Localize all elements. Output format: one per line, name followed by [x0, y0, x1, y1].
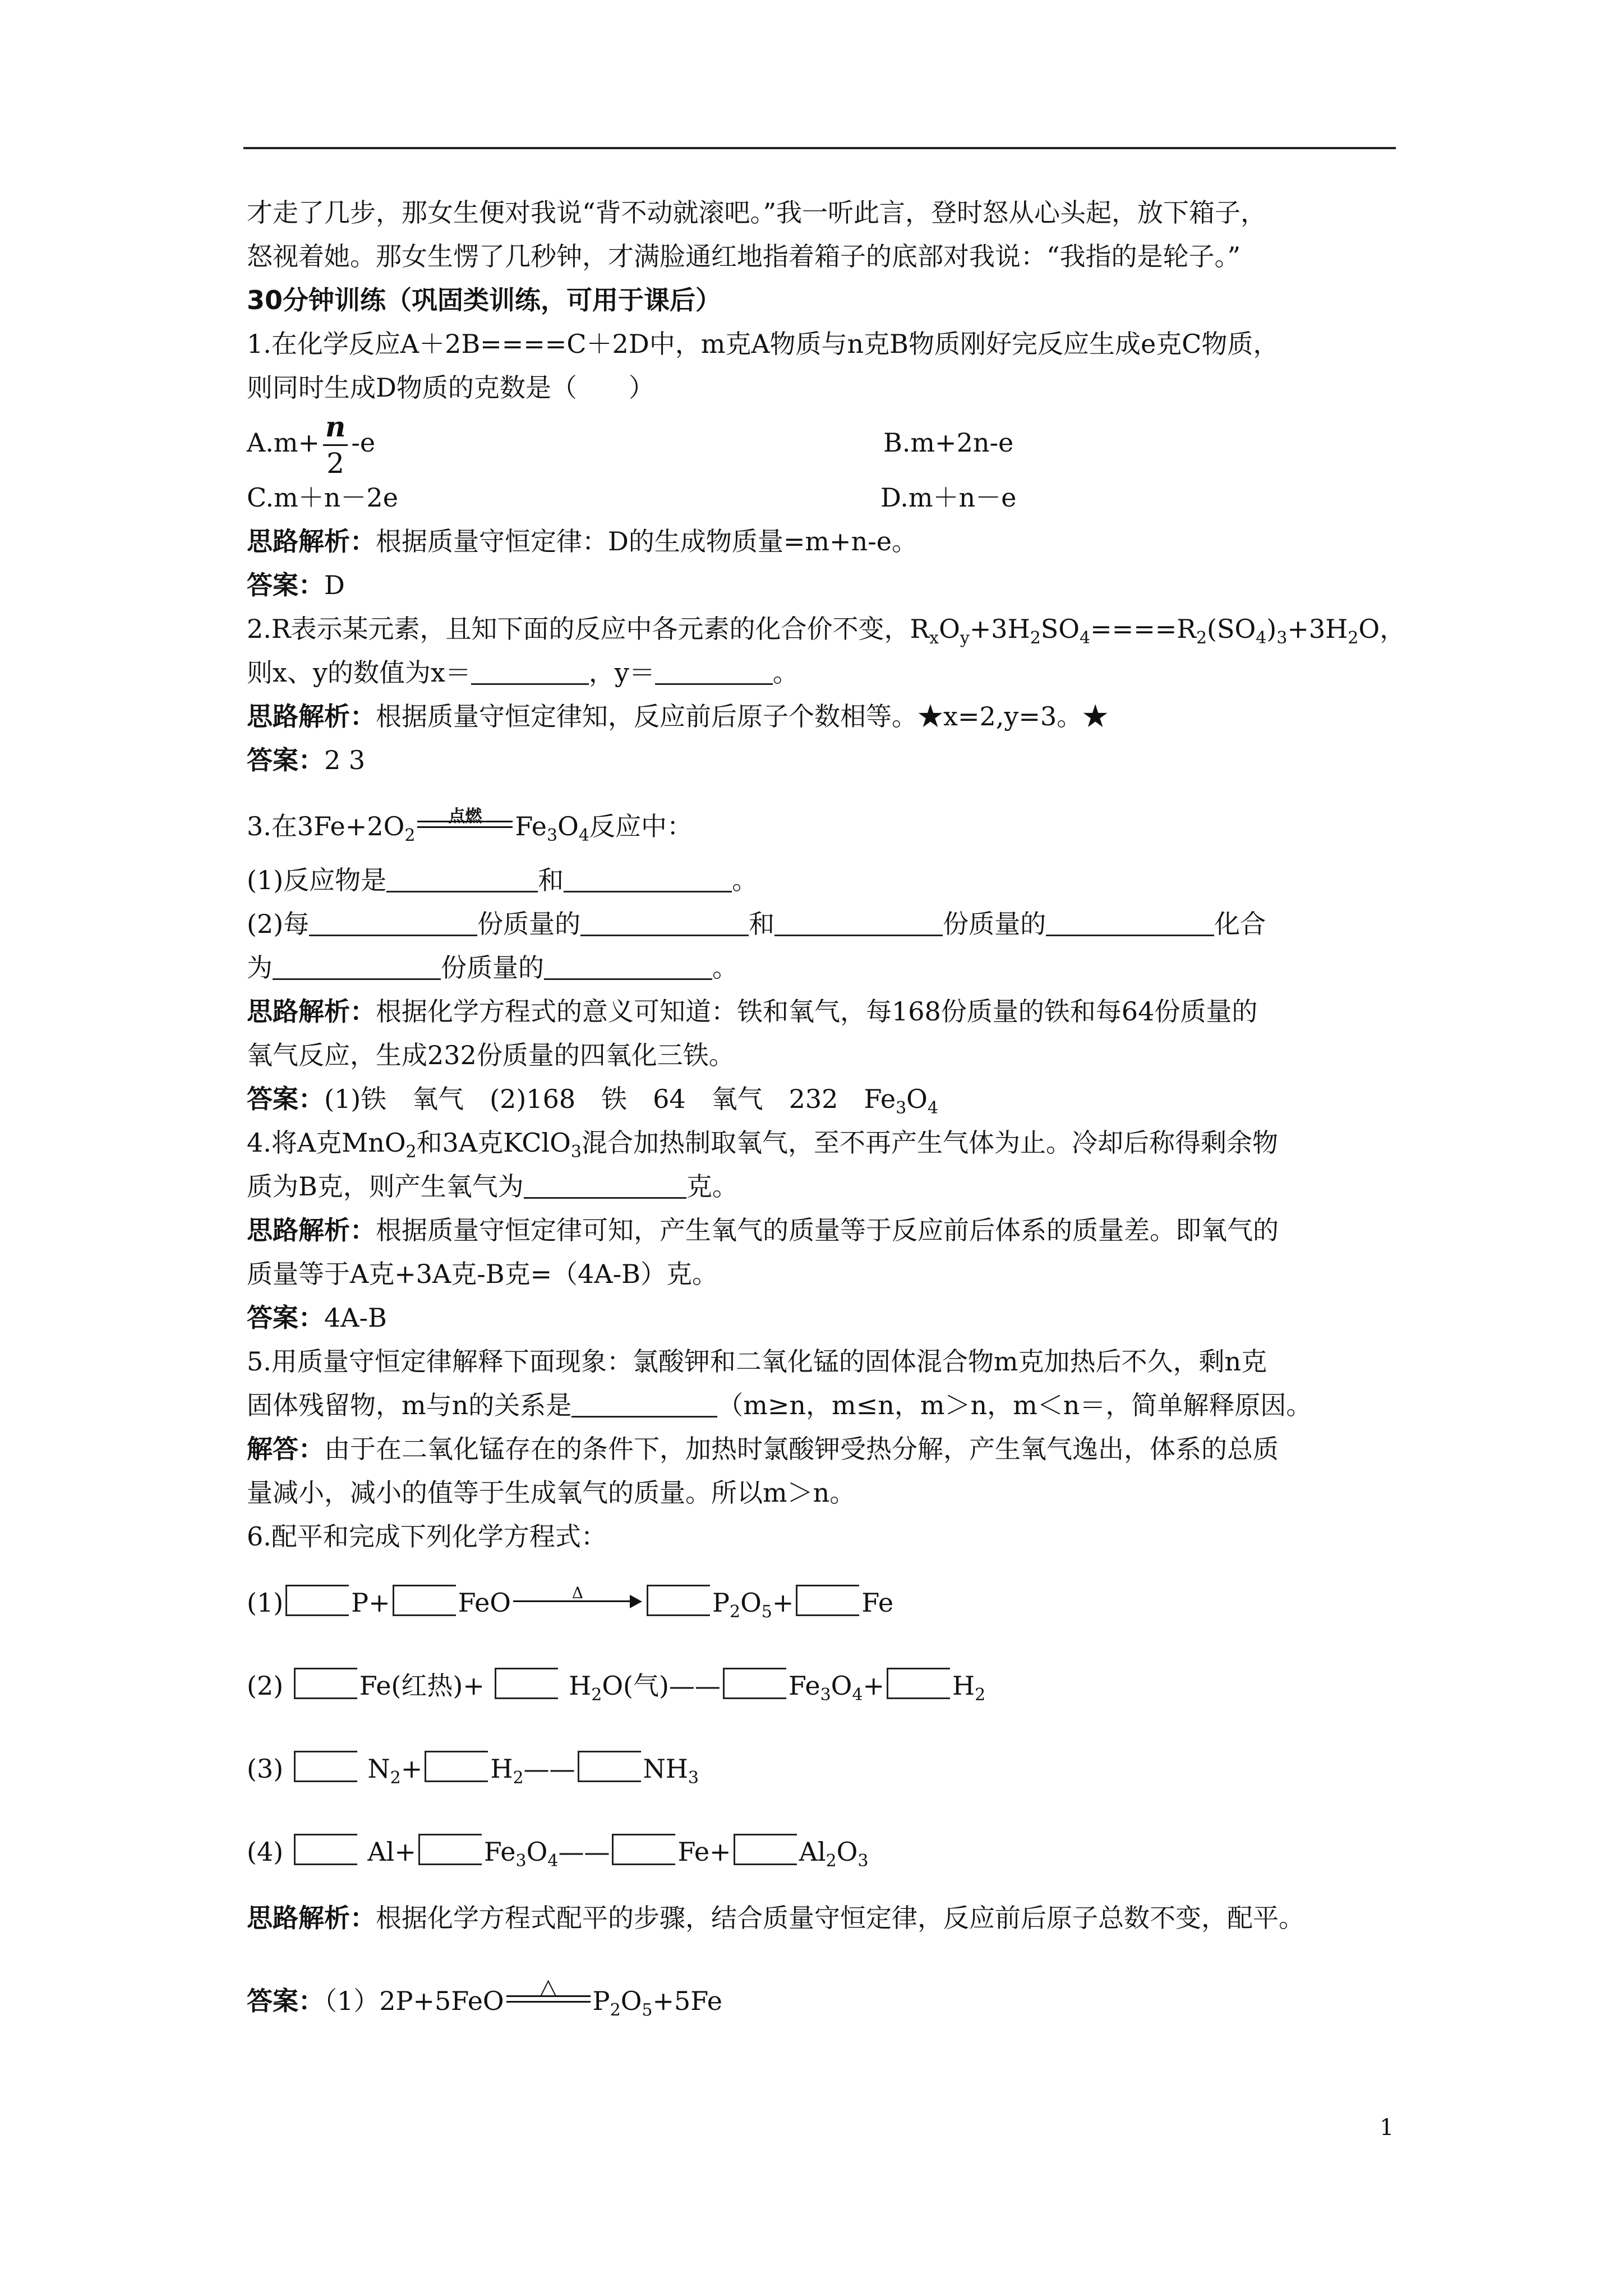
heat-condition-sign: △	[506, 1989, 591, 2011]
q2-line-1: 2.R表示某元素，且知下面的反应中各元素的化合价不变，$R_xO_y+3H_2SO_4====R_2(SO_4)_3+3H_2O$，	[247, 614, 1406, 648]
fraction-n-over-2: $\frac{n}{2}$	[323, 413, 348, 477]
q1-options-cd	[247, 476, 1396, 519]
q6-equation-1: (1) P+ FeO Δ $P_2O_5+ Fe$	[247, 1584, 894, 1622]
blank-reactant-2[interactable]	[564, 868, 732, 892]
blank-mass-1[interactable]	[309, 912, 477, 936]
coefficient-box[interactable]	[647, 1585, 710, 1616]
q1-option-b: B.m+2n-e	[883, 427, 1014, 458]
q3-line-1: 3.在$3Fe+2O_2$ 点燃 $Fe_3O_4$反应中：	[247, 807, 693, 845]
q4-line-1: 4.将A克MnO$_2$和3A克KClO$_3$混合加热制取氧气，至不再产生气体为止。冷却后称得剩余物	[247, 1128, 1278, 1162]
intro-line-2: 怒视着她。那女生愣了几秒钟，才满脸通红地指着箱子的底部对我说：“我指的是轮子。”	[247, 241, 1241, 272]
q2-line-2: 则x、y的数值为x＝ ，y＝ 。	[247, 657, 799, 688]
q1-answer: 答案：D	[247, 570, 345, 600]
q1-analysis: 思路解析：根据质量守恒定律：D的生成物质量=m+n-e。	[247, 526, 917, 556]
blank-mass-3[interactable]	[273, 956, 441, 980]
q3-part-3: 为 份质量的 。	[247, 953, 738, 983]
q4-analysis-1: 思路解析：根据质量守恒定律可知，产生氧气的质量等于反应前后体系的质量差。即氧气的	[247, 1215, 1279, 1245]
blank-mass-2[interactable]	[774, 912, 943, 936]
blank-m-n-relation[interactable]	[571, 1393, 717, 1418]
blank-oxygen-mass[interactable]	[524, 1175, 686, 1199]
coefficient-box[interactable]	[294, 1751, 357, 1782]
q3-part-1: (1)反应物是 和 。	[247, 865, 758, 895]
coefficient-box[interactable]	[887, 1668, 950, 1699]
coefficient-box[interactable]	[734, 1834, 797, 1865]
blank-substance-2[interactable]	[1046, 912, 1214, 936]
q6-equation-2: (2) Fe(红热)+ $H_2O$(气)—— $Fe_3O_4+ H_2$	[247, 1664, 1396, 1708]
q1-option-c: C.m＋n－2e	[247, 482, 398, 513]
coefficient-box[interactable]	[418, 1834, 482, 1865]
q1-option-d: D.m＋n－e	[880, 482, 1017, 513]
q1-line-1: 1.在化学反应A＋2B====C＋2D中，m克A物质与n克B物质刚好完反应生成e克C物质，	[247, 329, 1279, 359]
section-title: 30分钟训练（巩固类训练，可用于课后）	[247, 285, 722, 315]
coefficient-box[interactable]	[393, 1585, 456, 1616]
coefficient-box[interactable]	[495, 1668, 558, 1699]
blank-y[interactable]	[655, 661, 773, 685]
heat-arrow: Δ	[513, 1590, 642, 1613]
q6-equation-4: (4) $Al+ Fe_3O_4——$ $Fe+ Al_2O_3$	[247, 1830, 1396, 1874]
coefficient-box[interactable]	[796, 1585, 859, 1616]
q6-answer: 答案：（1）2P+5FeO △ $P_2O_5+5Fe$	[247, 1974, 722, 2020]
q5-line-1: 5.用质量守恒定律解释下面现象：氯酸钾和二氧化锰的固体混合物m克加热后不久，剩n克	[247, 1346, 1267, 1377]
blank-x[interactable]	[471, 661, 589, 685]
q2-answer: 答案：2 3	[247, 745, 366, 775]
q3-answer: 答案：(1)铁 氧气 (2)168 铁 64 氧气 232 $Fe_3O_4$	[247, 1084, 938, 1118]
page-number: 1	[1380, 2115, 1394, 2141]
q1-line-2: 则同时生成D物质的克数是（ ）	[247, 372, 654, 403]
blank-reactant-1[interactable]	[386, 868, 538, 892]
blank-product[interactable]	[544, 956, 712, 980]
coefficient-box[interactable]	[578, 1751, 641, 1782]
q5-solution-2: 量减小，减小的值等于生成氧气的质量。所以m＞n。	[247, 1478, 856, 1508]
q6-title: 6.配平和完成下列化学方程式：	[247, 1521, 607, 1552]
q6-analysis: 思路解析：根据化学方程式配平的步骤，结合质量守恒定律，反应前后原子总数不变，配平。	[247, 1903, 1304, 1933]
q1-option-a: A.m+ $\frac{n}{2}$ -e	[247, 409, 376, 480]
q3-analysis-2: 氧气反应，生成232份质量的四氧化三铁。	[247, 1040, 735, 1070]
coefficient-box[interactable]	[285, 1585, 349, 1616]
ignite-condition-sign: 点燃	[417, 814, 513, 836]
blank-substance-1[interactable]	[580, 912, 749, 936]
q3-analysis-1: 思路解析：根据化学方程式的意义可知道：铁和氧气，每168份质量的铁和每64份质量的	[247, 996, 1258, 1027]
q2-analysis: 思路解析：根据质量守恒定律知，反应前后原子个数相等。★x=2,y=3。★	[247, 701, 1109, 731]
q4-answer: 答案：4A-B	[247, 1303, 387, 1333]
intro-line-1: 才走了几步，那女生便对我说“背不动就滚吧。”我一听此言，登时怒从心头起，放下箱子，	[247, 197, 1267, 228]
coefficient-box[interactable]	[723, 1668, 786, 1699]
header-rule	[243, 147, 1396, 149]
q6-equation-3: (3) $N_2+$ $H_2——$ $NH_3$	[247, 1747, 1396, 1791]
page-content	[247, 191, 1406, 2023]
q5-line-2: 固体残留物，m与n的关系是 （m≥n，m≤n，m＞n，m＜n＝，简单解释原因。	[247, 1390, 1312, 1420]
coefficient-box[interactable]	[612, 1834, 675, 1865]
coefficient-box[interactable]	[294, 1668, 357, 1699]
q4-line-2: 质为B克，则产生氧气为 克。	[247, 1171, 738, 1202]
q1-options-ab	[247, 409, 1396, 480]
q5-solution-1: 解答：由于在二氧化锰存在的条件下，加热时氯酸钾受热分解，产生氧气逸出，体系的总质	[247, 1434, 1279, 1464]
coefficient-box[interactable]	[425, 1751, 488, 1782]
q4-analysis-2: 质量等于A克+3A克-B克=（4A-B）克。	[247, 1259, 718, 1289]
coefficient-box[interactable]	[294, 1834, 357, 1865]
q3-part-2: (2)每 份质量的 和 份质量的 化合	[247, 909, 1266, 939]
